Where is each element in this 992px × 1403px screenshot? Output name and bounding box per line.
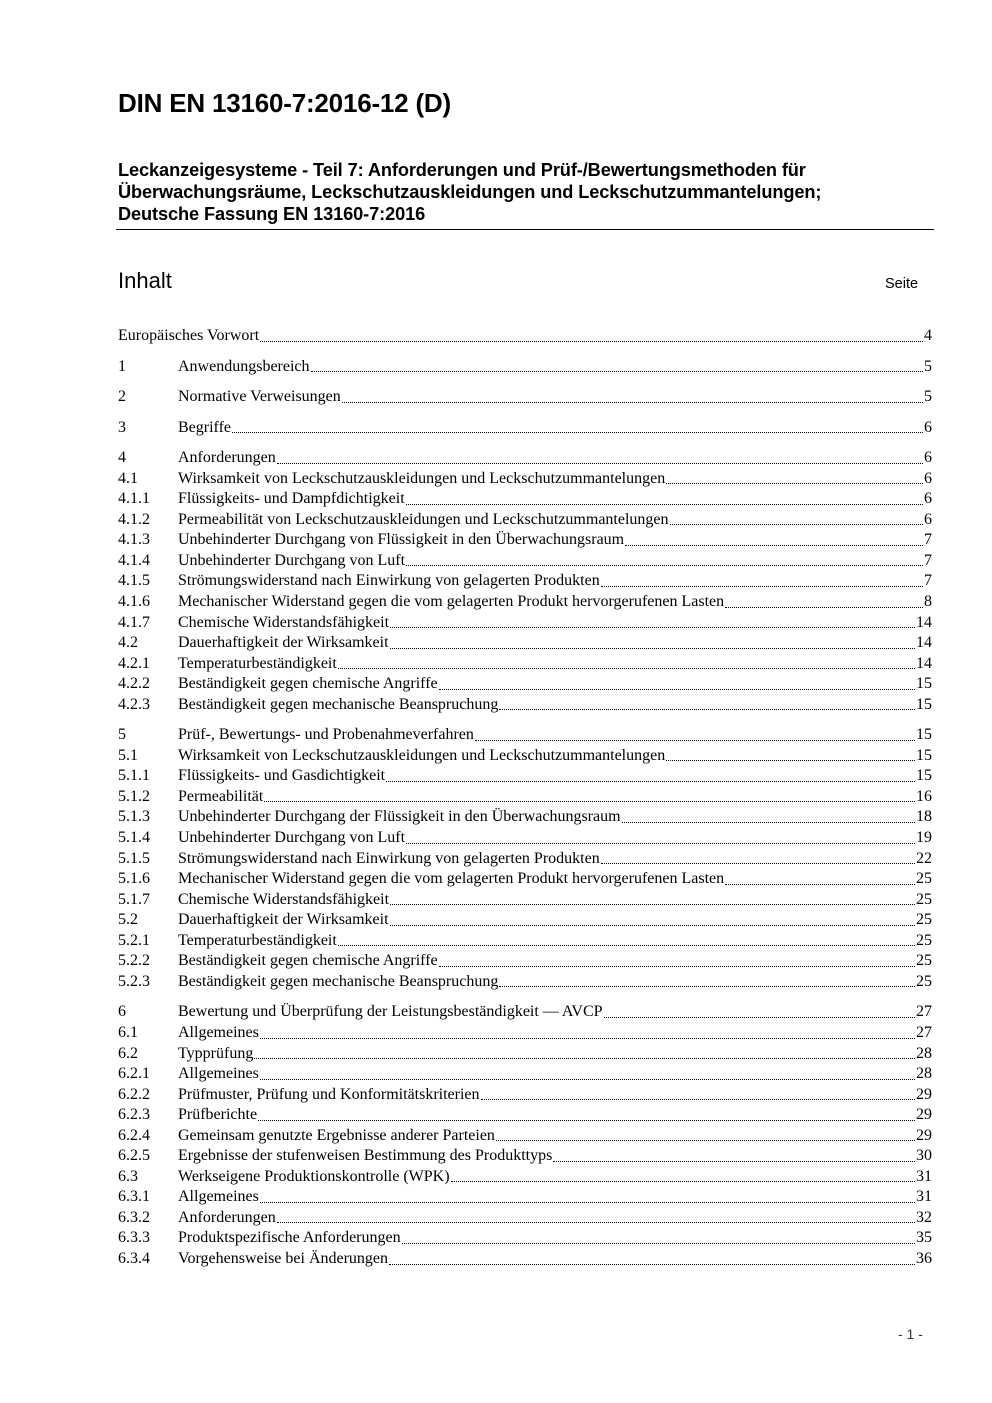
toc-heading: Inhalt xyxy=(118,268,172,293)
toc-entry[interactable] xyxy=(118,725,932,746)
toc-entry-number: 6.1 xyxy=(118,1023,138,1041)
toc-entry-title: Prüfberichte xyxy=(178,1106,258,1124)
toc-entry[interactable] xyxy=(118,530,932,551)
toc-entry-page: 15 xyxy=(916,746,932,764)
toc-dot-leader xyxy=(390,924,915,926)
toc-entry-page: 6 xyxy=(924,490,932,508)
toc-entry-number: 6.2.5 xyxy=(118,1147,150,1165)
toc-entry-number: 4.2 xyxy=(118,634,138,652)
toc-entry-page: 14 xyxy=(916,613,932,631)
document-subtitle xyxy=(118,159,934,225)
toc-entry-number: 5.1.5 xyxy=(118,849,150,867)
toc-entry[interactable] xyxy=(118,951,932,972)
toc-entry-number: 5.1.4 xyxy=(118,829,150,847)
toc-entry-page: 35 xyxy=(916,1229,932,1247)
toc-dot-leader xyxy=(260,1078,915,1080)
toc-entry-title: Mechanischer Widerstand gegen die vom gelagerten Produkt hervorgerufenen Lasten xyxy=(178,870,725,888)
toc-entry[interactable] xyxy=(118,654,932,675)
toc-entry-title: Strömungswiderstand nach Einwirkung von gelagerten Produkten xyxy=(178,572,600,590)
toc-entry-title: Vorgehensweise bei Änderungen xyxy=(178,1249,389,1267)
toc-entry-title: Dauerhaftigkeit der Wirksamkeit xyxy=(178,634,389,652)
toc-entry-title: Dauerhaftigkeit der Wirksamkeit xyxy=(178,911,389,929)
toc-entry[interactable] xyxy=(118,1044,932,1065)
toc-dot-leader xyxy=(496,1139,915,1141)
toc-dot-leader xyxy=(604,1016,915,1018)
toc-dot-leader xyxy=(481,1098,915,1100)
toc-entry-page: 15 xyxy=(916,726,932,744)
toc-entry[interactable] xyxy=(118,357,932,378)
toc-entry-title: Allgemeines xyxy=(178,1065,259,1083)
toc-dot-leader xyxy=(725,606,923,608)
toc-entry-number: 5.1.7 xyxy=(118,890,150,908)
document-title: DIN EN 13160-7:2016-12 (D) xyxy=(118,88,451,118)
toc-dot-leader xyxy=(601,862,915,864)
toc-dot-leader xyxy=(402,1242,915,1244)
toc-entry-page: 30 xyxy=(916,1147,932,1165)
toc-dot-leader xyxy=(439,965,915,967)
toc-entry-page: 19 xyxy=(916,829,932,847)
toc-dot-leader xyxy=(451,1180,915,1182)
toc-entry[interactable] xyxy=(118,807,932,828)
toc-entry[interactable] xyxy=(118,633,932,654)
toc-entry-title: Mechanischer Widerstand gegen die vom gelagerten Produkt hervorgerufenen Lasten xyxy=(178,593,725,611)
toc-dot-leader xyxy=(553,1160,915,1162)
toc-entry-page: 5 xyxy=(924,388,932,406)
toc-entry-number: 5.1 xyxy=(118,746,138,764)
toc-entry-title: Unbehinderter Durchgang von Luft xyxy=(178,829,406,847)
toc-entry-title: Anforderungen xyxy=(178,1208,276,1226)
toc-entry-page: 25 xyxy=(916,870,932,888)
toc-entry[interactable] xyxy=(118,448,932,469)
page-number: - 1 - xyxy=(898,1326,923,1342)
toc-entry-title: Permeabilität von Leckschutzauskleidungen und Leckschutzummantelungen xyxy=(178,510,669,528)
toc-dot-leader xyxy=(260,1201,915,1203)
toc-entry-number: 4.1.2 xyxy=(118,510,150,528)
toc-entry-title: Chemische Widerstandsfähigkeit xyxy=(178,890,390,908)
toc-entry-number: 4.1.5 xyxy=(118,572,150,590)
page-column-label: Seite xyxy=(885,276,919,292)
toc-entry-page: 16 xyxy=(916,787,932,805)
toc-entry[interactable] xyxy=(118,674,932,695)
toc-entry-number: 6.2.1 xyxy=(118,1065,150,1083)
toc-entry-number: 5.1.6 xyxy=(118,870,150,888)
toc-entry-title: Anforderungen xyxy=(178,449,276,467)
toc-entry-number: 4.1 xyxy=(118,469,138,487)
toc-entry[interactable] xyxy=(118,1064,932,1085)
toc-entry-page: 7 xyxy=(924,572,932,590)
toc-entry-page: 8 xyxy=(924,593,932,611)
toc-entry-number: 4.1.6 xyxy=(118,593,150,611)
toc-entry-page: 6 xyxy=(924,449,932,467)
toc-dot-leader xyxy=(390,647,915,649)
toc-entry-page: 28 xyxy=(916,1044,932,1062)
toc-dot-leader xyxy=(232,431,923,433)
toc-dot-leader xyxy=(439,688,915,690)
toc-entry-page: 15 xyxy=(916,675,932,693)
toc-entry-page: 25 xyxy=(916,952,932,970)
toc-entry-page: 14 xyxy=(916,634,932,652)
toc-entry-title: Chemische Widerstandsfähigkeit xyxy=(178,613,390,631)
toc-entry-title: Typprüfung xyxy=(178,1044,254,1062)
toc-entry-number: 2 xyxy=(118,388,126,406)
toc-entry-page: 31 xyxy=(916,1188,932,1206)
toc-entry-page: 4 xyxy=(924,327,932,344)
toc-entry-title: Unbehinderter Durchgang von Luft xyxy=(178,551,406,569)
toc-entry-title: Ergebnisse der stufenweisen Bestimmung des Produkttyps xyxy=(178,1147,553,1165)
toc-entry-title: Allgemeines xyxy=(178,1023,259,1041)
toc-entry-number: 6.2 xyxy=(118,1044,138,1062)
toc-entry-number: 5.1.3 xyxy=(118,808,150,826)
toc-dot-leader xyxy=(406,842,915,844)
toc-entry[interactable] xyxy=(118,551,932,572)
toc-entry-page: 6 xyxy=(924,510,932,528)
toc-entry[interactable] xyxy=(118,469,932,490)
toc-entry-number: 4.1.4 xyxy=(118,551,150,569)
toc-entry-title: Begriffe xyxy=(178,418,232,436)
toc-entry-number: 5 xyxy=(118,726,126,744)
toc-entry[interactable] xyxy=(118,1002,932,1023)
toc-entry[interactable] xyxy=(118,910,932,931)
toc-entry[interactable] xyxy=(118,571,932,592)
toc-entry-number: 6 xyxy=(118,1003,126,1021)
toc-entry-title: Flüssigkeits- und Gasdichtigkeit xyxy=(178,767,386,785)
toc-entry-title: Anwendungsbereich xyxy=(178,357,310,375)
toc-entry-title: Wirksamkeit von Leckschutzauskleidungen und Leckschutzummantelungen xyxy=(178,469,666,487)
toc-dot-leader xyxy=(390,626,915,628)
toc-entry-number: 6.3.4 xyxy=(118,1249,150,1267)
toc-dot-leader xyxy=(254,1057,915,1059)
toc-entry-title: Flüssigkeits- und Dampfdichtigkeit xyxy=(178,490,405,508)
toc-entry-page: 7 xyxy=(924,551,932,569)
toc-entry-page: 6 xyxy=(924,469,932,487)
toc-dot-leader xyxy=(260,1037,915,1039)
toc-entry-title: Bewertung und Überprüfung der Leistungsbeständigkeit — AVCP xyxy=(178,1003,603,1021)
toc-dot-leader xyxy=(389,1263,915,1265)
toc-entry-title: Produktspezifische Anforderungen xyxy=(178,1229,401,1247)
toc-entry-title: Permeabilität xyxy=(178,787,264,805)
toc-entry-number: 4.2.2 xyxy=(118,675,150,693)
toc-entry-number: 5.2.1 xyxy=(118,931,150,949)
toc-entry[interactable] xyxy=(118,592,932,613)
toc-entry-number: 4.1.3 xyxy=(118,531,150,549)
toc-entry[interactable] xyxy=(118,387,932,408)
toc-entry[interactable] xyxy=(118,828,932,849)
toc-entry-title: Normative Verweisungen xyxy=(178,388,341,406)
toc-entry-page: 28 xyxy=(916,1065,932,1083)
toc-entry[interactable] xyxy=(118,1249,932,1270)
toc-entry-page: 14 xyxy=(916,654,932,672)
toc-entry-page: 15 xyxy=(916,695,932,713)
toc-entry[interactable] xyxy=(118,890,932,911)
toc-entry[interactable] xyxy=(118,1146,932,1167)
toc-entry[interactable] xyxy=(118,1167,932,1188)
toc-entry-title: Temperaturbeständigkeit xyxy=(178,654,337,672)
toc-entry[interactable] xyxy=(118,1105,932,1126)
toc-entry-number: 4.2.1 xyxy=(118,654,150,672)
toc-entry-page: 32 xyxy=(916,1208,932,1226)
toc-entry-page: 15 xyxy=(916,767,932,785)
toc-entry[interactable] xyxy=(118,1023,932,1044)
toc-entry[interactable] xyxy=(118,510,932,531)
toc-entry-page: 36 xyxy=(916,1249,932,1267)
toc-entry[interactable] xyxy=(118,1187,932,1208)
toc-entry-number: 6.2.3 xyxy=(118,1106,150,1124)
toc-entry-number: 6.3 xyxy=(118,1167,138,1185)
toc-entry-number: 6.2.4 xyxy=(118,1126,150,1144)
subtitle-line: Deutsche Fassung EN 13160-7:2016 xyxy=(118,204,426,224)
toc-entry[interactable] xyxy=(118,869,932,890)
toc-entry-title: Allgemeines xyxy=(178,1188,259,1206)
toc-dot-leader xyxy=(625,544,923,546)
toc-entry-page: 6 xyxy=(924,418,932,436)
toc-dot-leader xyxy=(406,503,923,505)
toc-dot-leader xyxy=(666,759,915,761)
toc-entry-title: Unbehinderter Durchgang der Flüssigkeit in den Überwachungsraum xyxy=(178,808,621,826)
toc-entry-title: Prüf-, Bewertungs- und Probenahmeverfahren xyxy=(178,726,474,744)
toc-entry-number: 5.1.1 xyxy=(118,767,150,785)
toc-entry-title: Beständigkeit gegen mechanische Beanspruchung xyxy=(178,695,499,713)
toc-entry-page: 25 xyxy=(916,911,932,929)
toc-entry-page: 5 xyxy=(924,357,932,375)
toc-entry-page: 31 xyxy=(916,1167,932,1185)
toc-entry[interactable] xyxy=(118,849,932,870)
toc-entry[interactable] xyxy=(118,931,932,952)
toc-entry[interactable] xyxy=(118,613,932,634)
toc-entry-title: Prüfmuster, Prüfung und Konformitätskriterien xyxy=(178,1085,480,1103)
toc-entry-number: 6.2.2 xyxy=(118,1085,150,1103)
toc-entry-page: 29 xyxy=(916,1106,932,1124)
toc-dot-leader xyxy=(390,903,915,905)
toc-dot-leader xyxy=(499,985,915,987)
toc-dot-leader xyxy=(475,739,915,741)
toc-entry-number: 5.2.3 xyxy=(118,972,150,990)
toc-entry-title: Temperaturbeständigkeit xyxy=(178,931,337,949)
table-of-contents xyxy=(118,326,932,1270)
toc-dot-leader xyxy=(386,780,915,782)
toc-entry[interactable] xyxy=(118,1085,932,1106)
title-divider xyxy=(116,229,934,230)
toc-dot-leader xyxy=(264,800,915,802)
toc-dot-leader xyxy=(311,370,923,372)
toc-dot-leader xyxy=(499,708,915,710)
toc-entry[interactable] xyxy=(118,787,932,808)
toc-entry-number: 4.1.7 xyxy=(118,613,150,631)
toc-entry-title: Wirksamkeit von Leckschutzauskleidungen und Leckschutzummantelungen xyxy=(178,746,666,764)
toc-entry-title: Strömungswiderstand nach Einwirkung von gelagerten Produkten xyxy=(178,849,600,867)
toc-entry-number: 4.2.3 xyxy=(118,695,150,713)
toc-entry-page: 27 xyxy=(916,1023,932,1041)
toc-entry-number: 5.1.2 xyxy=(118,787,150,805)
toc-entry-page: 25 xyxy=(916,931,932,949)
toc-entry[interactable] xyxy=(118,1208,932,1229)
toc-dot-leader xyxy=(601,585,923,587)
toc-entry-number: 1 xyxy=(118,357,126,375)
toc-entry-page: 29 xyxy=(916,1085,932,1103)
subtitle-line: Überwachungsräume, Leckschutzauskleidungen und Leckschutzummantelungen; xyxy=(118,182,822,202)
toc-entry[interactable] xyxy=(118,1126,932,1147)
toc-entry-title: Beständigkeit gegen chemische Angriffe xyxy=(178,952,438,970)
toc-entry-page: 29 xyxy=(916,1126,932,1144)
toc-entry[interactable] xyxy=(118,746,932,767)
toc-dot-leader xyxy=(338,667,915,669)
toc-entry[interactable] xyxy=(118,695,932,716)
toc-entry-number: 3 xyxy=(118,418,126,436)
toc-entry-page: 18 xyxy=(916,808,932,826)
toc-entry-page: 22 xyxy=(916,849,932,867)
toc-dot-leader xyxy=(670,523,923,525)
toc-dot-leader xyxy=(277,462,923,464)
toc-entry-title: Beständigkeit gegen mechanische Beanspruchung xyxy=(178,972,499,990)
toc-dot-leader xyxy=(406,564,923,566)
toc-dot-leader xyxy=(277,1221,915,1223)
toc-dot-leader xyxy=(260,340,923,342)
toc-entry-title: Gemeinsam genutzte Ergebnisse anderer Parteien xyxy=(178,1126,495,1144)
toc-entry[interactable] xyxy=(118,326,932,347)
toc-entry-page: 25 xyxy=(916,972,932,990)
toc-entry-title: Werkseigene Produktionskontrolle (WPK) xyxy=(178,1167,450,1185)
toc-entry-number: 6.3.1 xyxy=(118,1188,150,1206)
toc-entry-number: 4.1.1 xyxy=(118,490,150,508)
toc-entry-title: Unbehinderter Durchgang von Flüssigkeit in den Überwachungsraum xyxy=(178,531,625,549)
toc-entry-number: 6.3.3 xyxy=(118,1229,150,1247)
toc-entry-number: 5.2.2 xyxy=(118,952,150,970)
toc-entry-number: 4 xyxy=(118,449,126,467)
subtitle-line: Leckanzeigesysteme - Teil 7: Anforderungen und Prüf-/Bewertungsmethoden für xyxy=(118,160,806,180)
toc-entry-title: Beständigkeit gegen chemische Angriffe xyxy=(178,675,438,693)
toc-entry-page: 27 xyxy=(916,1003,932,1021)
toc-dot-leader xyxy=(666,482,923,484)
toc-dot-leader xyxy=(338,944,915,946)
toc-entry[interactable] xyxy=(118,489,932,510)
toc-entry[interactable] xyxy=(118,418,932,439)
toc-entry-title: Europäisches Vorwort xyxy=(118,327,260,344)
toc-dot-leader xyxy=(258,1119,915,1121)
toc-entry-page: 25 xyxy=(916,890,932,908)
toc-dot-leader xyxy=(622,821,915,823)
toc-dot-leader xyxy=(725,883,915,885)
toc-entry[interactable] xyxy=(118,972,932,993)
toc-entry[interactable] xyxy=(118,766,932,787)
toc-entry-number: 5.2 xyxy=(118,911,138,929)
toc-entry[interactable] xyxy=(118,1228,932,1249)
toc-entry-page: 7 xyxy=(924,531,932,549)
toc-entry-number: 6.3.2 xyxy=(118,1208,150,1226)
toc-dot-leader xyxy=(342,401,923,403)
